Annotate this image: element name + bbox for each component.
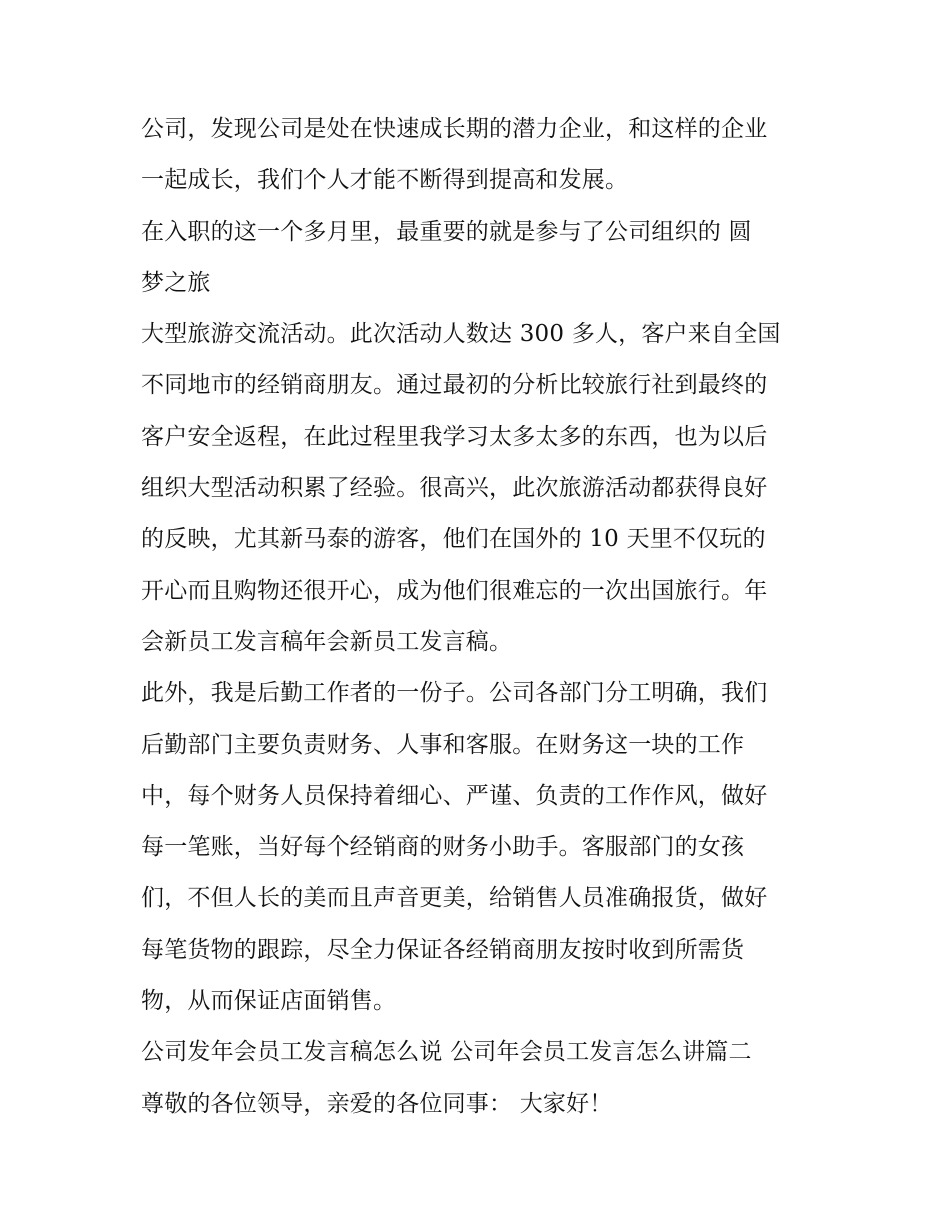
text-line: 不同地市的经销商朋友。通过最初的分析比较旅行社到最终的 bbox=[141, 372, 768, 399]
text-line: 组织大型活动积累了经验。很高兴，此次旅游活动都获得良好 bbox=[141, 475, 768, 502]
text-line: 客户安全返程，在此过程里我学习太多太多的东西，也为以后 bbox=[141, 423, 768, 450]
text-line: 每一笔账，当好每个经销商的财务小助手。客服部门的女孩 bbox=[141, 834, 745, 861]
text-line: 的反映，尤其新马泰的游客，他们在国外的 10 天里不仅玩的 bbox=[141, 526, 766, 553]
text-line: 梦之旅 bbox=[141, 269, 211, 296]
text-line: 会新员工发言稿年会新员工发言稿。 bbox=[141, 628, 513, 655]
text-line: 公司，发现公司是处在快速成长期的潜力企业，和这样的企业 bbox=[141, 116, 768, 142]
document-body bbox=[141, 104, 821, 1130]
text-line: 开心而且购物还很开心，成为他们很难忘的一次出国旅行。年 bbox=[141, 577, 768, 604]
text-line: 中，每个财务人员保持着细心、严谨、负责的工作作风，做好 bbox=[141, 782, 768, 809]
text-line: 每笔货物的跟踪，尽全力保证各经销商朋友按时收到所需货 bbox=[141, 936, 745, 963]
text-line: 们，不但人长的美而且声音更美，给销售人员准确报货，做好 bbox=[141, 885, 768, 912]
text-line: 后勤部门主要负责财务、人事和客服。在财务这一块的工作 bbox=[141, 731, 745, 758]
text-line: 此外，我是后勤工作者的一份子。公司各部门分工明确，我们 bbox=[141, 680, 768, 707]
text-line: 大型旅游交流活动。此次活动人数达 300 多人，客户来自全国 bbox=[141, 321, 781, 348]
text-line: 在入职的这一个多月里，最重要的就是参与了公司组织的 圆 bbox=[141, 218, 752, 245]
text-line: 一起成长，我们个人才能不断得到提高和发展。 bbox=[141, 167, 629, 194]
text-line: 公司发年会员工发言稿怎么说 公司年会员工发言怎么讲篇二 bbox=[141, 1039, 752, 1066]
text-line: 尊敬的各位领导，亲爱的各位同事： 大家好！ bbox=[141, 1090, 613, 1117]
text-line: 物，从而保证店面销售。 bbox=[141, 988, 397, 1015]
